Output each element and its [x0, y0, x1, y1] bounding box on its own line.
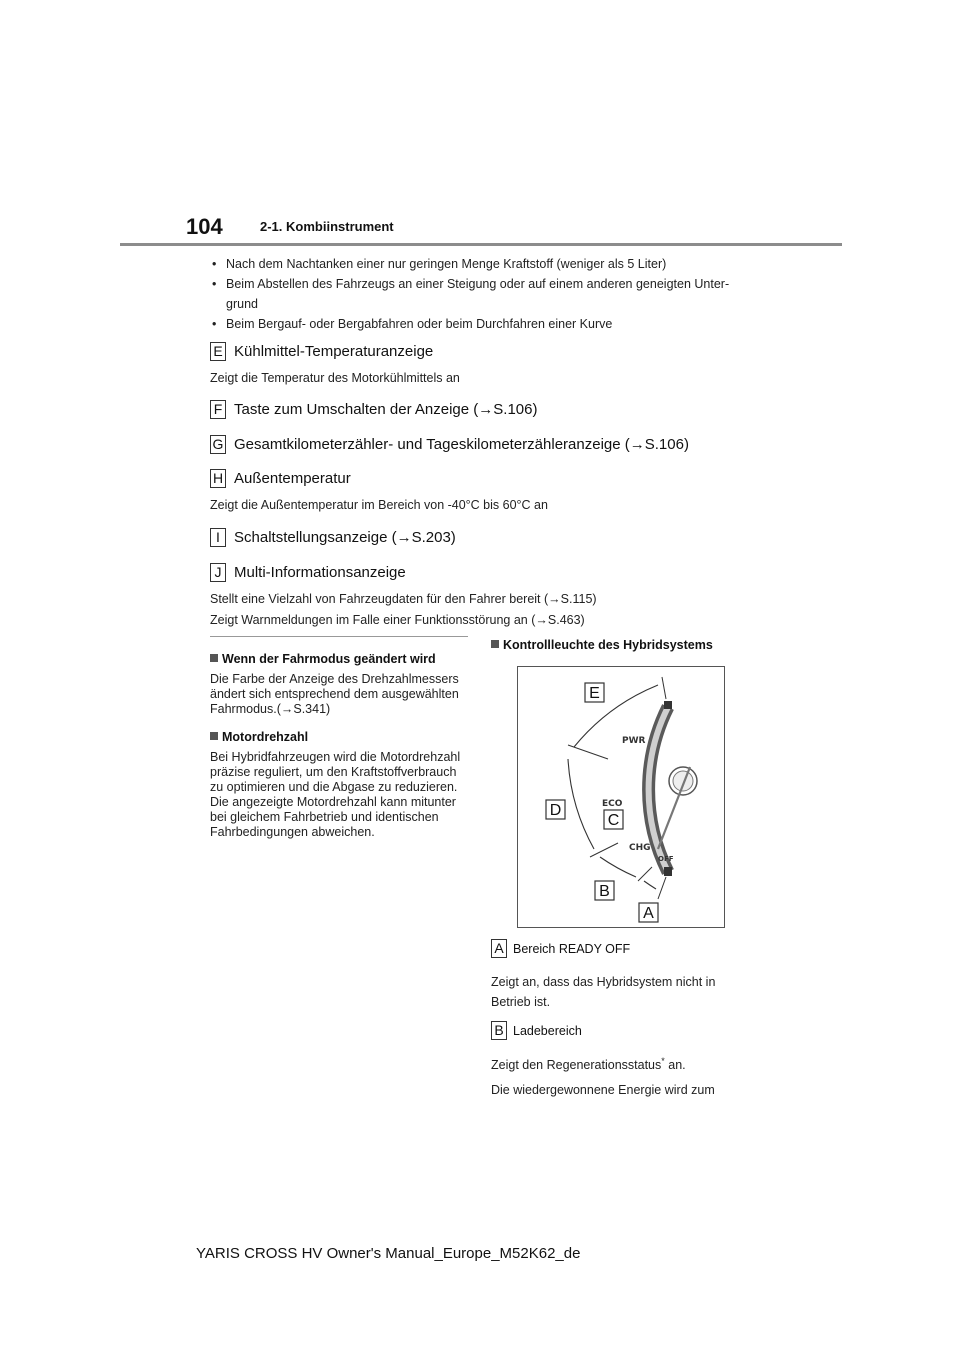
bullet-list — [210, 254, 770, 334]
text-line: ändert sich entsprechend dem ausgewählten — [210, 687, 459, 701]
subhead-motordrehzahl — [210, 730, 472, 745]
subhead-fahrmodus — [210, 652, 472, 667]
list-item-continuation: grund — [226, 297, 258, 311]
item-b-desc — [491, 1056, 686, 1072]
text-run: an. — [664, 1058, 686, 1073]
text-run: Zeigt den Regenerationsstatus — [491, 1058, 662, 1073]
item-h-title: Außentemperatur — [234, 470, 351, 487]
item-b — [491, 1021, 582, 1040]
subhead-motordrehzahl-text: Motordrehzahl — [222, 730, 309, 744]
range-arc-b — [600, 857, 636, 877]
text-line: Fahrbedingungen abweichen. — [210, 825, 375, 839]
letter-f-box: F — [210, 400, 226, 419]
subhead-fahrmodus-text: Wenn der Fahrmodus geändert wird — [222, 652, 436, 666]
boundary-line — [590, 843, 618, 857]
item-j — [210, 563, 406, 582]
list-item: • Beim Bergauf- oder Bergabfahren oder beim Durchfahren einer Kurve — [210, 314, 770, 334]
gauge-tick — [614, 849, 626, 857]
text-line: zu optimieren und die Abgase zu reduzieren. — [210, 780, 458, 794]
text-line: Die angezeigte Motordrehzahl kann mitunter — [210, 795, 456, 809]
item-f — [210, 400, 537, 419]
letter-h-box: H — [210, 469, 226, 488]
letter-i-box: I — [210, 528, 226, 547]
item-e — [210, 342, 433, 361]
column-divider — [210, 636, 468, 637]
list-item: • Nach dem Nachtanken einer nur geringen Menge Kraftstoff (weniger als 5 Liter) — [210, 254, 770, 274]
item-e-desc: Zeigt die Temperatur des Motorkühlmittels an — [210, 371, 460, 385]
item-g — [210, 435, 689, 454]
label-chg: CHG — [629, 843, 651, 853]
item-a-title: Bereich READY OFF — [513, 941, 631, 956]
paragraph-motordrehzahl — [210, 750, 472, 840]
left-column — [210, 652, 472, 840]
footnote-marker: * — [661, 1056, 665, 1066]
label-pwr: PWR — [622, 736, 646, 746]
square-bullet-icon — [210, 732, 218, 740]
letter-e-box: E — [210, 342, 226, 361]
item-j-desc-1: Stellt eine Vielzahl von Fahrzeugdaten für den Fahrer bereit (→S.115) — [210, 592, 597, 606]
range-arc-a — [644, 881, 656, 889]
callout-b: B — [599, 883, 610, 900]
callout-e: E — [589, 685, 600, 702]
boundary-line — [658, 877, 666, 899]
callout-d: D — [549, 802, 562, 819]
square-bullet-icon — [491, 640, 499, 648]
needle-knob-inner — [673, 771, 693, 791]
hybrid-indicator-figure — [517, 666, 725, 928]
item-g-title: Gesamtkilometerzähler- und Tageskilometerzähleranzeige (→S.106) — [234, 436, 689, 453]
item-b-title: Ladebereich — [513, 1023, 582, 1038]
item-f-title: Taste zum Umschalten der Anzeige (→S.106) — [234, 401, 538, 418]
gauge-top-cap — [664, 701, 672, 709]
item-e-title: Kühlmittel-Temperaturanzeige — [234, 343, 434, 360]
hybrid-gauge-diagram — [518, 667, 724, 927]
list-item: • Beim Abstellen des Fahrzeugs an einer Steigung oder auf einem anderen geneigten Unter- — [210, 274, 770, 294]
callout-c: C — [607, 812, 620, 829]
text-line: Die Farbe der Anzeige des Drehzahlmessers — [210, 672, 459, 686]
item-h — [210, 469, 351, 488]
letter-g-box: G — [210, 435, 226, 454]
subhead-hybrid-indicator-text: Kontrollleuchte des Hybridsystems — [503, 638, 713, 652]
gauge-bottom-cap — [664, 867, 672, 876]
text-line: Zeigt an, dass das Hybridsystem nicht in — [491, 975, 716, 989]
item-j-desc-2: Zeigt Warnmeldungen im Falle einer Funktionsstörung an (→S.463) — [210, 613, 585, 627]
callout-a: A — [643, 905, 654, 922]
footer-manual-title: YARIS CROSS HV Owner's Manual_Europe_M52K62_de — [196, 1245, 581, 1262]
item-b-desc-2: Die wiedergewonnene Energie wird zum — [491, 1083, 715, 1097]
text-line: bei gleichem Fahrbetrieb und identischen — [210, 810, 439, 824]
header-divider — [120, 243, 842, 246]
letter-j-box: J — [210, 563, 226, 582]
section-title: 2-1. Kombiinstrument — [260, 219, 394, 234]
boundary-line — [662, 677, 666, 699]
range-arc-d — [568, 759, 594, 849]
page-number: 104 — [186, 214, 223, 239]
item-i-title: Schaltstellungsanzeige (→S.203) — [234, 529, 456, 546]
text-line: Fahrmodus.(→S.341) — [210, 702, 331, 716]
text-line: Betrieb ist. — [491, 995, 551, 1009]
square-bullet-icon — [210, 654, 218, 662]
item-h-desc: Zeigt die Außentemperatur im Bereich von -40°C bis 60°C an — [210, 498, 548, 512]
label-off: OFF — [658, 855, 674, 863]
letter-b-box: B — [491, 1021, 507, 1040]
subhead-hybrid-indicator — [491, 638, 713, 652]
item-j-title: Multi-Informationsanzeige — [234, 564, 406, 581]
letter-a-box: A — [491, 939, 507, 958]
text-line: präzise reguliert, um den Kraftstoffverbrauch — [210, 765, 457, 779]
item-i — [210, 528, 456, 547]
item-a-desc — [491, 972, 715, 1012]
boundary-line — [638, 867, 652, 881]
text-line: Bei Hybridfahrzeugen wird die Motordrehzahl — [210, 750, 461, 764]
paragraph-fahrmodus — [210, 672, 472, 717]
label-eco: ECO — [602, 799, 623, 809]
boundary-line — [568, 745, 608, 759]
gauge-tick — [614, 719, 628, 727]
item-a — [491, 939, 630, 958]
